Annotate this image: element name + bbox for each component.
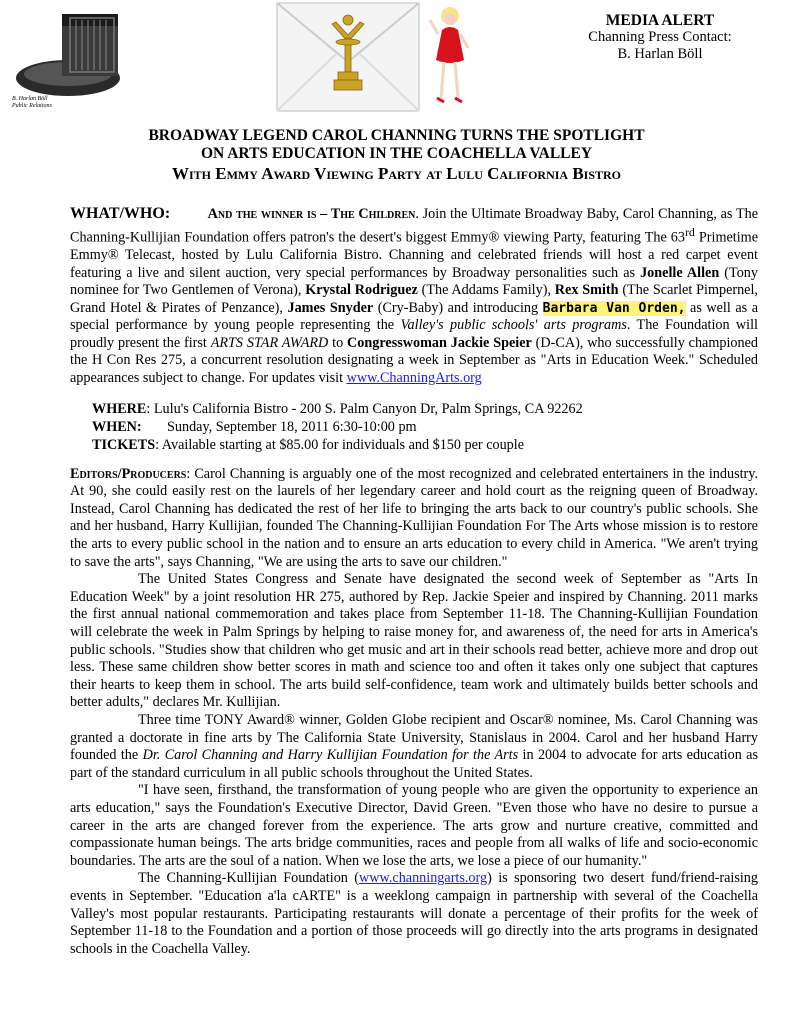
editors-paragraph-1 — [70, 466, 758, 572]
press-contact-name: B. Harlan Böll — [617, 46, 703, 62]
performer-name: Krystal Rodriguez — [305, 282, 418, 299]
media-alert-title: MEDIA ALERT — [605, 12, 715, 29]
press-release-body — [70, 205, 758, 958]
editors-label: Editors/Producers — [70, 465, 187, 482]
text: (Cry-Baby) and introducing — [373, 299, 543, 316]
logo-caption — [12, 96, 52, 110]
performer-name: James Snyder — [287, 299, 374, 316]
channingarts-link[interactable]: www.ChanningArts.org — [346, 370, 482, 387]
text: as well as a special performance by young people representing the — [70, 299, 758, 334]
tickets-label: TICKETS — [92, 436, 156, 453]
when-value: Sunday, September 18, 2011 6:30-10:00 pm — [167, 418, 417, 435]
carol-channing-cartoon — [424, 2, 474, 112]
emmy-envelope-image — [276, 2, 420, 112]
performer-name: Rex Smith — [554, 282, 619, 299]
foundation-name: Dr. Carol Channing and Harry Kullijian Foundation for the Arts — [142, 747, 519, 764]
text: Primetime Emmy® Telecast, hosted by Lulu California Bistro. Channing and celebrated friends will host a red carpet event featuring a live and silent auction, very special performances by Broadway personalities such as — [70, 229, 758, 281]
text: (Tony nominee for Two Gentlemen of Verona), — [70, 264, 758, 299]
italic-text: Valley's public schools' arts programs — [400, 317, 627, 334]
text: to — [328, 334, 348, 351]
performer-name: Jonelle Allen — [640, 264, 720, 281]
text: The Channing-Kullijian Foundation ( — [138, 870, 360, 887]
channingarts-link-2[interactable]: www.channingarts.org — [359, 870, 488, 887]
text: (D-CA), who successfully championed the H Con Res 275, a concurrent resolution designating a week in September as "Arts in Education Week." Scheduled appearances subject to change. For updates visit — [70, 334, 759, 387]
where-label: WHERE — [92, 400, 147, 417]
text: ) is sponsoring two desert fund/friend-raising events in September. "Education a'la cARTE" is a weeklong campaign in partnership with several of the Coachella Valley's most popular restaurants. Participating restaurants will donate a percentage of their profits for the week of September 11-18 to the Foundation and a portion of those proceeds will go directly into the arts programs in designated schools in the Coachella Valley. — [70, 870, 758, 957]
headline-line-3: With Emmy Award Viewing Party at Lulu California Bistro — [171, 164, 622, 183]
headline-line-2: ON ARTS EDUCATION IN THE COACHELLA VALLEY — [200, 145, 593, 162]
tickets-row — [92, 436, 758, 454]
tagline: And the winner is – The Children — [207, 206, 416, 222]
what-who-paragraph — [70, 205, 758, 388]
where-row — [92, 400, 758, 418]
superscript: rd — [684, 224, 695, 239]
editors-paragraph-3 — [70, 712, 758, 782]
editors-paragraph-4: "I have seen, firsthand, the transformation of young people who are given the opportunity to experience an arts education," says the Foundation's Executive Director, David Green. "Even those who have no desire to pursue a career in the arts are changed forever from the experience. The arts grow and nurture creative, committed and compassionate human beings. The arts bridge communities, races and people from all walks of life and socio-economic boundaries. The arts are the soul of a nation. When we lose the arts, we lose a piece of our humanity." — [70, 782, 758, 869]
when-row — [92, 418, 758, 436]
where-value: : Lulu's California Bistro - 200 S. Palm Canyon Dr, Palm Springs, CA 92262 — [146, 400, 583, 417]
text: in 2004 to advocate for arts education as part of the standard curriculum in all public schools throughout the United States. — [70, 747, 759, 781]
logo-caption-name: B. Harlan Böll — [12, 96, 48, 102]
tickets-value: : Available starting at $85.00 for individuals and $150 per couple — [155, 436, 525, 453]
highlighted-performer-name: Barbara Van Orden, — [542, 300, 686, 316]
logo-caption-sub: Public Relations — [12, 103, 52, 109]
headline-line-1: BROADWAY LEGEND CAROL CHANNING TURNS THE SPOTLIGHT — [148, 127, 645, 144]
text: . The Foundation will proudly present the first — [70, 317, 758, 351]
editors-paragraph-5 — [70, 870, 758, 958]
text: : Carol Channing is arguably one of the most recognized and celebrated entertainers in the industry. At 90, she could easily rest on the laurels of her legendary career and hold court as the reigning queen of Broadway. Instead, Carol Channing has dedicated the rest of her life to bringing the arts back to our country's public schools. She and her husband, Harry Kullijian, founded The Channing-Kullijian Foundation For The Arts whose mission is to restore the arts to every public school in the nation and to ensure an arts education to every child in America. "We aren't trying to save the arts", says Channing, "We are using the arts to save our children." — [70, 465, 758, 570]
text: (The Addams Family), — [417, 282, 555, 299]
event-details — [92, 400, 758, 454]
headline — [0, 127, 793, 185]
press-contact-label: Channing Press Contact: — [588, 29, 732, 45]
honoree-name: Congresswoman Jackie Speier — [347, 334, 532, 351]
media-alert-block — [560, 12, 760, 63]
text: (The Scarlet Pimpernel, Grand Hotel & Pirates of Penzance), — [70, 282, 758, 316]
award-name: ARTS STAR AWARD — [210, 334, 329, 351]
text: Three time TONY Award® winner, Golden Globe recipient and Oscar® nominee, Ms. Carol Channing was granted a doctorate in fine arts by The California State University, Stanislaus in 2004. Carol and her husband Harry founded the — [70, 711, 758, 764]
text: . Join the Ultimate Broadway Baby, Carol Channing, as The Channing-Kullijian Foundation offers patron's the desert's biggest Emmy® viewing Party, featuring The 63 — [70, 206, 759, 246]
what-who-label: WHAT/WHO: — [70, 205, 171, 222]
editors-paragraph-2: The United States Congress and Senate have designated the second week of September as "Arts In Education Week" by a joint resolution HR 275, authored by Rep. Jackie Speier and inspired by Channing. 2011 marks the first annual national commemoration and takes place from September 11-18. The Channing-Kullijian Foundation will celebrate the week in Palm Springs by helping to raise money for, and awareness of, the need for arts in America's public schools. "Studies show that children who get music and art in their schools read better, achieve more and drop out less. These same children show better scores in math and science too and often it takes only one subject that captures their hearts to keep them in school. The arts build self-confidence, team work and ultimately builds better schools and better adults," declares Mr. Kullijian. — [70, 571, 758, 711]
when-label: WHEN: — [92, 418, 142, 435]
